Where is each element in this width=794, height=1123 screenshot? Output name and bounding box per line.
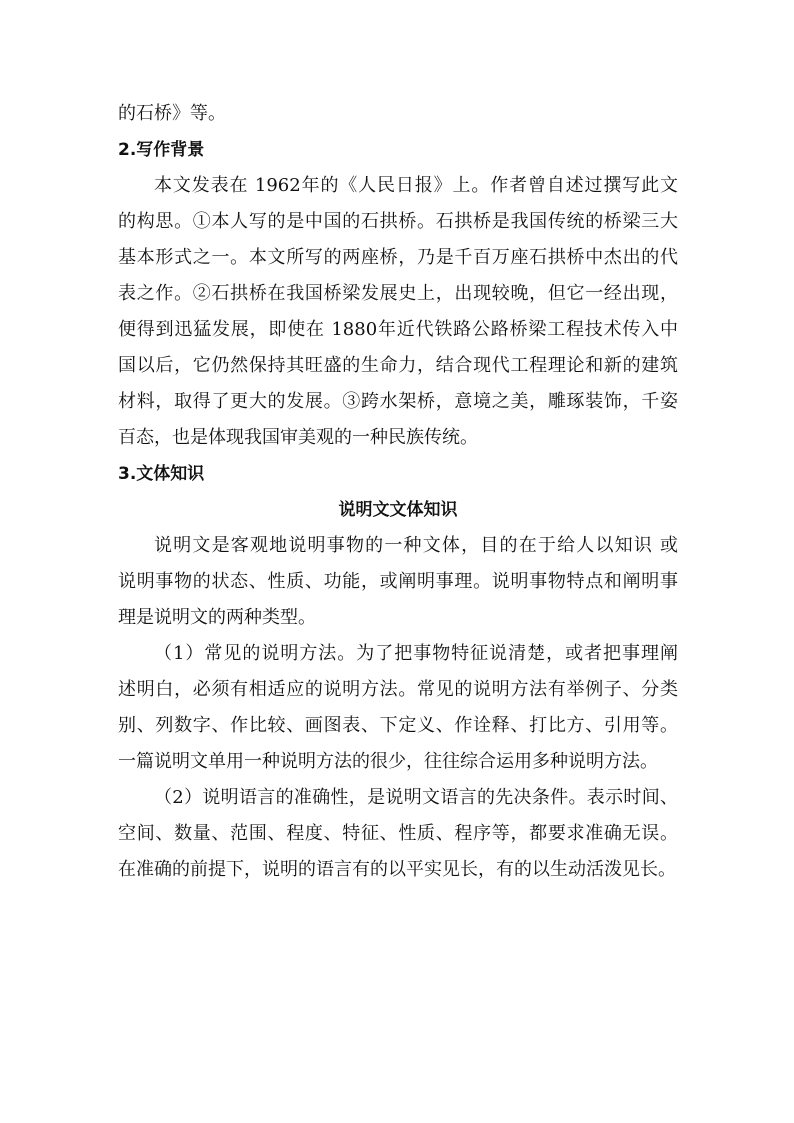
section-heading-writing-background: 2.写作背景 <box>118 140 205 160</box>
paragraph-line: 理是说明文的两种类型。 <box>118 607 316 628</box>
paragraph-writing-background <box>118 168 678 456</box>
paragraph-line: 基本形式之一。本文所写的两座桥，乃是千百万座石拱桥中杰出的代 <box>118 247 678 268</box>
paragraph-line: 空间、数量、范围、程度、特征、性质、程序等，都要求准确无误。 <box>118 823 678 844</box>
paragraph-expository-definition <box>118 528 678 636</box>
paragraph-line: 一篇说明文单用一种说明方法的很少，往往综合运用多种说明方法。 <box>118 751 658 772</box>
paragraph-line: 别、列数字、作比较、画图表、下定义、作诠释、打比方、引用等。 <box>118 715 678 736</box>
paragraph-line: 说明文是客观地说明事物的一种文体，目的在于给人以知识 或 <box>154 535 678 556</box>
paragraph-line: （2）说明语言的准确性，是说明文语言的先决条件。表示时间、 <box>154 787 678 808</box>
paragraph-line: 百态，也是体现我国审美观的一种民族传统。 <box>118 427 478 448</box>
paragraph-line: 便得到迅猛发展，即使在 1880年近代铁路公路桥梁工程技术传入中 <box>118 319 678 340</box>
paragraph-language-accuracy <box>118 780 678 888</box>
paragraph-line: 表之作。②石拱桥在我国桥梁发展史上，出现较晚，但它一经出现， <box>118 283 678 304</box>
paragraph-line: 述明白，必须有相适应的说明方法。常见的说明方法有举例子、分类 <box>118 679 678 700</box>
paragraph-line: 的构思。①本人写的是中国的石拱桥。石拱桥是我国传统的桥梁三大 <box>118 211 678 232</box>
paragraph-line: 说明事物的状态、性质、功能，或阐明事理。说明事物特点和阐明事 <box>118 571 678 592</box>
paragraph-explanation-methods <box>118 636 678 780</box>
intro-tail-line: 的石桥》等。 <box>118 103 226 124</box>
section-heading-genre-knowledge: 3.文体知识 <box>118 464 205 484</box>
paragraph-line: 材料，取得了更大的发展。③跨水架桥，意境之美，雕琢装饰，千姿 <box>118 391 678 412</box>
paragraph-line: 国以后，它仍然保持其旺盛的生命力，结合现代工程理论和新的建筑 <box>118 355 678 376</box>
paragraph-line: 本文发表在 1962年的《人民日报》上。作者曾自述过撰写此文 <box>154 175 678 196</box>
paragraph-line: 在准确的前提下，说明的语言有的以平实见长，有的以生动活泼见长。 <box>118 859 676 880</box>
paragraph-line: （1）常见的说明方法。为了把事物特征说清楚，或者把事理阐 <box>154 643 678 664</box>
document-page <box>118 96 678 888</box>
expository-text-title: 说明文文体知识 <box>338 500 458 520</box>
